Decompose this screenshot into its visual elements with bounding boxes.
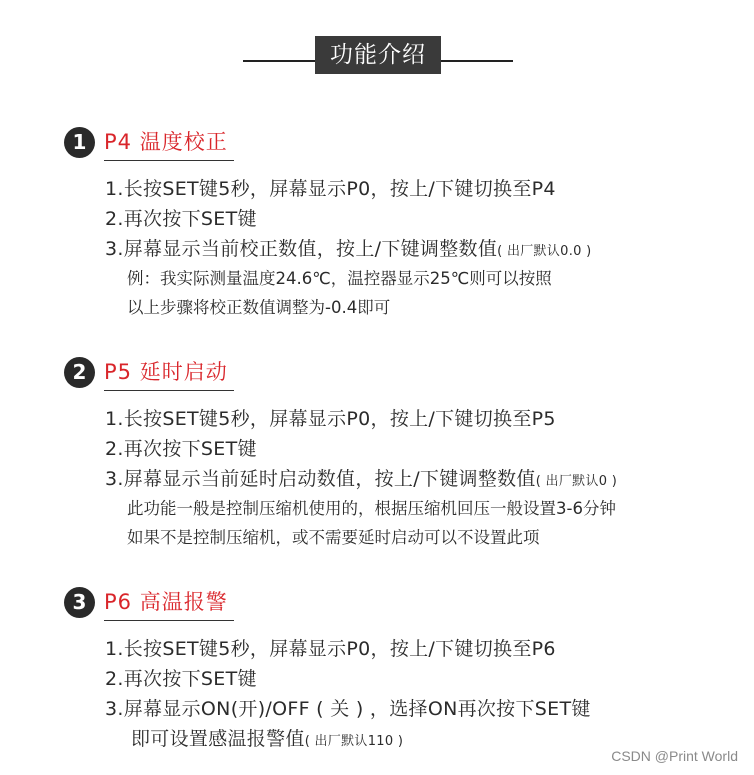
example-note: 例：我实际测量温度24.6℃，温控器显示25℃则可以按照 xyxy=(127,269,552,288)
usage-note: 此功能一般是控制压缩机使用的，根据压缩机回压一般设置3-6分钟 xyxy=(127,499,616,518)
instruction-step: 1.长按SET键5秒，屏幕显示P0，按上/下键切换至P6 xyxy=(105,638,556,660)
section-title: P5 延时启动 xyxy=(104,357,234,391)
section-title: P6 高温报警 xyxy=(104,587,234,621)
instruction-step: 1.长按SET键5秒，屏幕显示P0，按上/下键切换至P5 xyxy=(105,408,556,430)
default-value-note: ( 出厂默认110 ) xyxy=(304,734,404,749)
step-text: 3.屏幕显示当前校正数值，按上/下键调整数值 xyxy=(105,238,498,260)
instruction-step: 2.再次按下SET键 xyxy=(105,208,257,230)
step-text: 3.屏幕显示当前延时启动数值，按上/下键调整数值 xyxy=(105,468,536,490)
instruction-step: 2.再次按下SET键 xyxy=(105,438,257,460)
watermark: CSDN @Print World xyxy=(611,748,738,764)
usage-note: 如果不是控制压缩机，或不需要延时启动可以不设置此项 xyxy=(127,528,540,547)
default-value-note: ( 出厂默认0 ) xyxy=(535,474,618,489)
header-rule-right xyxy=(441,60,513,62)
instruction-step xyxy=(105,234,592,264)
instruction-list xyxy=(105,174,592,322)
section-number-badge: 2 xyxy=(64,357,95,388)
default-value-note: ( 出厂默认0.0 ) xyxy=(497,244,592,259)
instruction-list xyxy=(105,404,617,552)
instruction-step: 2.再次按下SET键 xyxy=(105,668,257,690)
section-number-badge: 1 xyxy=(64,127,95,158)
instruction-step xyxy=(105,464,617,494)
page-header xyxy=(0,36,754,76)
header-rule-left xyxy=(243,60,315,62)
instruction-step: 1.长按SET键5秒，屏幕显示P0，按上/下键切换至P4 xyxy=(105,178,556,200)
section-title: P4 温度校正 xyxy=(104,127,234,161)
instruction-step: 3.屏幕显示ON(开)/OFF ( 关 ) ，选择ON再次按下SET键 xyxy=(105,698,591,720)
instruction-step-continued xyxy=(105,724,591,754)
instruction-list xyxy=(105,634,591,754)
section-number-badge: 3 xyxy=(64,587,95,618)
example-note: 以上步骤将校正数值调整为-0.4即可 xyxy=(127,298,391,317)
page-title: 功能介绍 xyxy=(315,36,441,74)
step-text: 即可设置感温报警值 xyxy=(131,728,305,750)
